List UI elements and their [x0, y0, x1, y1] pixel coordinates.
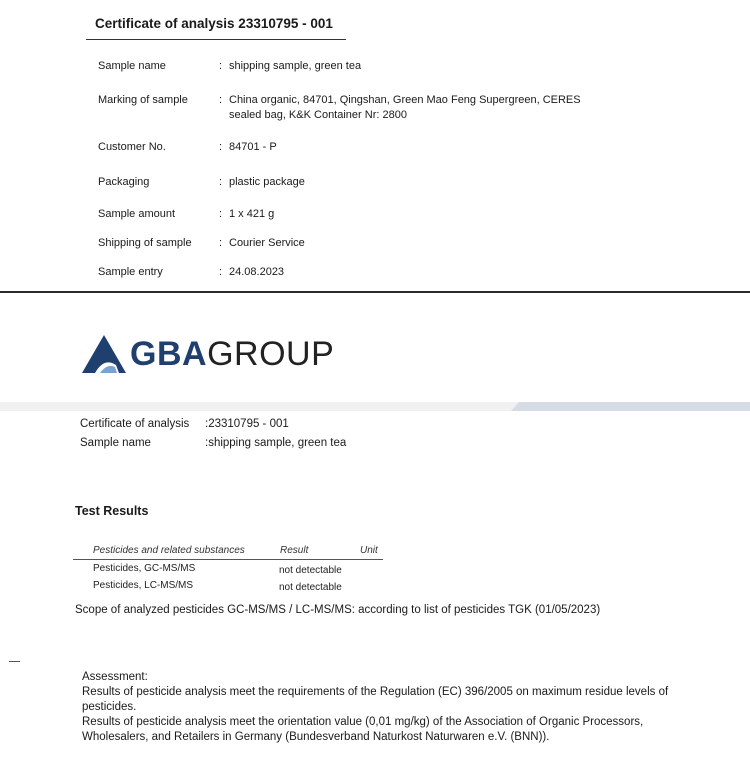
- detail-label-marking: Marking of sample: [98, 94, 188, 106]
- table-row-result: not detectable: [279, 582, 342, 593]
- header-band-accent: [511, 402, 750, 411]
- detail-value-marking-line-1: China organic, 84701, Qingshan, Green Mao Feng Supergreen, CERES: [229, 94, 581, 106]
- detail-separator: :: [219, 94, 223, 106]
- sample-name-label: Sample name: [80, 437, 151, 449]
- detail-label-customer-no: Customer No.: [98, 141, 166, 153]
- column-header-result: Result: [280, 545, 309, 556]
- header-band-light: [0, 402, 520, 411]
- detail-label-sample-name: Sample name: [98, 60, 166, 72]
- gba-group-logo: [82, 335, 334, 373]
- detail-value-sample-entry: 24.08.2023: [229, 266, 285, 278]
- gba-triangle-logo-icon: [82, 335, 126, 373]
- cert-number-label: Certificate of analysis: [80, 418, 190, 430]
- detail-value-sample-amount: 1 x 421 g: [229, 208, 275, 220]
- scope-note: Scope of analyzed pesticides GC-MS/MS / LC-MS/MS: according to list of pesticides TGK (01/05/2023): [75, 604, 601, 616]
- detail-value-marking-line-2: sealed bag, K&K Container Nr: 2800: [229, 109, 407, 121]
- detail-separator: :: [219, 141, 223, 153]
- test-results-heading: Test Results: [75, 504, 149, 518]
- detail-label-sample-entry: Sample entry: [98, 266, 163, 278]
- detail-label-shipping: Shipping of sample: [98, 237, 192, 249]
- assessment-paragraph: Results of pesticide analysis meet the requirements of the Regulation (EC) 396/2005 on maximum residue levels of pesticides.: [82, 686, 669, 713]
- table-header-rule: [73, 559, 383, 560]
- detail-label-packaging: Packaging: [98, 176, 150, 188]
- certificate-title: Certificate of analysis 23310795 - 001: [95, 16, 333, 31]
- detail-value-sample-name: shipping sample, green tea: [229, 60, 362, 72]
- page-divider: [0, 291, 750, 293]
- column-header-unit: Unit: [360, 545, 378, 556]
- title-underline: [86, 39, 346, 40]
- assessment-heading: Assessment:: [82, 671, 148, 683]
- table-row-result: not detectable: [279, 565, 342, 576]
- logo-gba-text: GBA: [130, 335, 208, 373]
- margin-dash: [9, 661, 20, 662]
- detail-value-customer-no: 84701 - P: [229, 141, 277, 153]
- detail-separator: :: [219, 208, 223, 220]
- detail-separator: :: [219, 237, 223, 249]
- logo-wordmark: [130, 337, 334, 371]
- detail-value-packaging: plastic package: [229, 176, 305, 188]
- sample-name-value: :shipping sample, green tea: [205, 437, 347, 449]
- assessment-block: [82, 670, 682, 745]
- cert-number-value: :23310795 - 001: [205, 418, 289, 430]
- column-header-substance: Pesticides and related substances: [93, 545, 245, 556]
- table-row-substance: Pesticides, LC-MS/MS: [93, 580, 194, 591]
- detail-separator: :: [219, 266, 223, 278]
- assessment-paragraph: Results of pesticide analysis meet the orientation value (0,01 mg/kg) of the Association of Organic Processors, Wholesalers, and Retailers in Germany (Bundesverband Naturkost Naturwaren e.V. (BNN)).: [82, 716, 644, 743]
- detail-separator: :: [219, 60, 223, 72]
- detail-value-shipping: Courier Service: [229, 237, 305, 249]
- table-row-substance: Pesticides, GC-MS/MS: [93, 563, 196, 574]
- detail-separator: :: [219, 176, 223, 188]
- logo-group-text: GROUP: [207, 335, 335, 373]
- detail-label-sample-amount: Sample amount: [98, 208, 176, 220]
